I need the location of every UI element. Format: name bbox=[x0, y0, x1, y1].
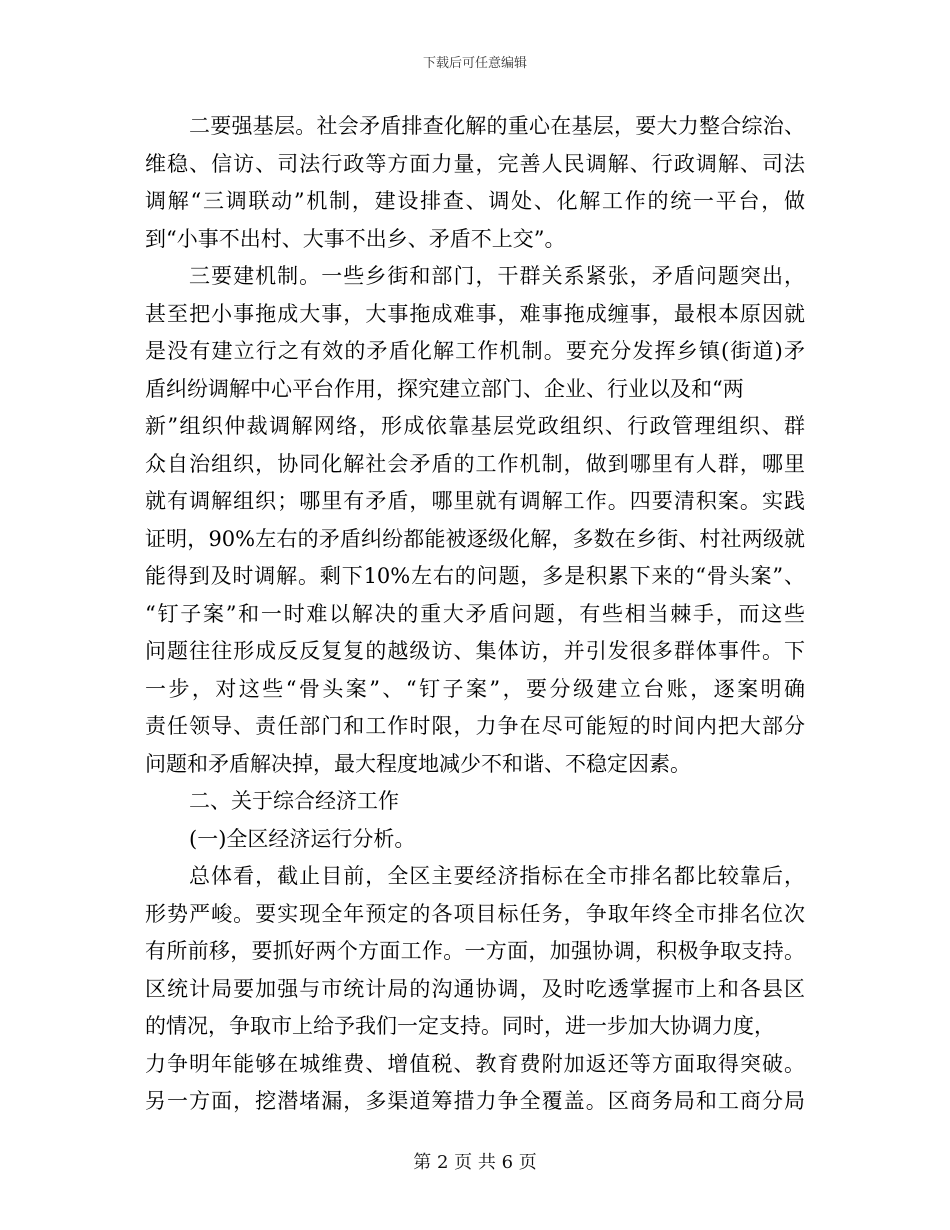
text-line: 有所前移，要抓好两个方面工作。一方面，加强协调，积极争取支持。 bbox=[145, 939, 805, 963]
text-line: 责任领导、责任部门和工作时限，力争在尽可能短的时间内把大部分 bbox=[145, 714, 805, 738]
page-header: 下载后可任意编辑 bbox=[422, 56, 527, 71]
text-line: 能得到及时调解。剩下10%左右的问题，多是积累下来的“骨头案”、 bbox=[145, 564, 805, 588]
text-line: 维稳、信访、司法行政等方面力量，完善人民调解、行政调解、司法 bbox=[145, 151, 805, 176]
text-line: 另一方面，挖潜堵漏，多渠道筹措力争全覆盖。区商务局和工商分局 bbox=[145, 1089, 805, 1113]
text-line: “钉子案”和一时难以解决的重大矛盾问题，有些相当棘手，而这些 bbox=[145, 601, 805, 626]
text-line: 问题往往形成反反复复的越级访、集体访，并引发很多群体事件。下 bbox=[145, 639, 805, 663]
text-line: 就有调解组织；哪里有矛盾，哪里就有调解工作。四要清积案。实践 bbox=[145, 489, 805, 513]
text-line: 调解“三调联动”机制，建设排查、调处、化解工作的统一平台，做 bbox=[145, 189, 805, 213]
text-line: 众自治组织，协同化解社会矛盾的工作机制，做到哪里有人群，哪里 bbox=[145, 451, 805, 476]
subsection-heading: (一)全区经济运行分析。 bbox=[189, 826, 416, 851]
text-line: 盾纠纷调解中心平台作用，探究建立部门、企业、行业以及和“两 bbox=[145, 376, 744, 401]
text-line: 二要强基层。社会矛盾排查化解的重心在基层，要大力整合综治、 bbox=[189, 114, 805, 138]
text-line: 三要建机制。一些乡街和部门，干群关系紧张，矛盾问题突出， bbox=[189, 264, 805, 288]
text-line: 问题和矛盾解决掉，最大程度地减少不和谐、不稳定因素。 bbox=[145, 751, 691, 776]
body-text bbox=[145, 108, 805, 1121]
text-line: 区统计局要加强与市统计局的沟通协调，及时吃透掌握市上和各县区 bbox=[145, 976, 805, 1001]
text-line: 总体看，截止目前，全区主要经济指标在全市排名都比较靠后， bbox=[189, 864, 805, 888]
page-footer: 第 2 页 共 6 页 bbox=[413, 1152, 537, 1173]
text-line: 新”组织仲裁调解网络，形成依靠基层党政组织、行政管理组织、群 bbox=[145, 414, 805, 438]
text-line: 力争明年能够在城维费、增值税、教育费附加返还等方面取得突破。 bbox=[145, 1051, 805, 1076]
text-line: 是没有建立行之有效的矛盾化解工作机制。要充分发挥乡镇(街道)矛 bbox=[145, 339, 805, 363]
text-line: 的情况，争取市上给予我们一定支持。同时，进一步加大协调力度， bbox=[145, 1014, 775, 1038]
text-line: 到“小事不出村、大事不出乡、矛盾不上交”。 bbox=[145, 226, 566, 251]
text-line: 证明，90%左右的矛盾纠纷都能被逐级化解，多数在乡街、村社两级就 bbox=[145, 526, 805, 551]
text-line: 一步，对这些“骨头案”、“钉子案”，要分级建立台账，逐案明确 bbox=[145, 676, 805, 701]
text-line: 形势严峻。要实现全年预定的各项目标任务，争取年终全市排名位次 bbox=[145, 901, 805, 926]
section-heading: 二、关于综合经济工作 bbox=[189, 789, 399, 813]
text-line: 甚至把小事拖成大事，大事拖成难事，难事拖成缠事，最根本原因就 bbox=[145, 301, 805, 326]
